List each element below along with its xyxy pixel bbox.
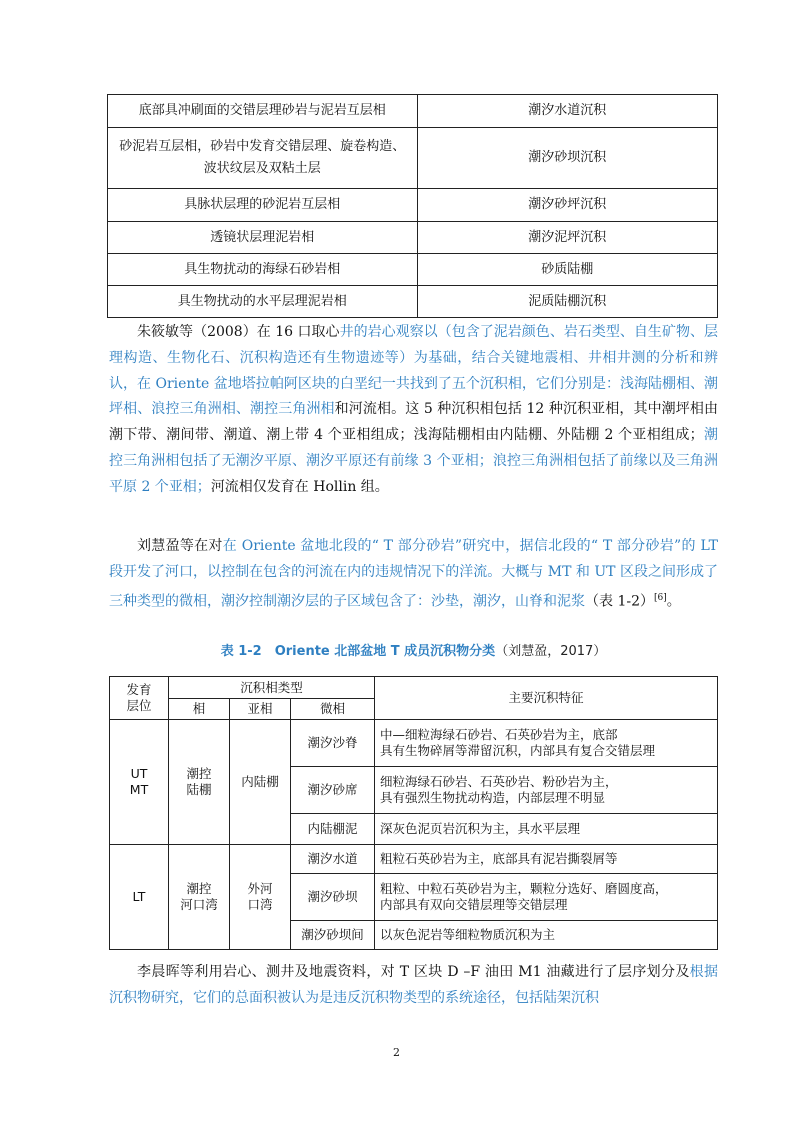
facies-text: 陆棚 bbox=[186, 782, 212, 797]
microfacies-cell: 潮汐砂坝间 bbox=[291, 921, 375, 950]
table-row bbox=[108, 222, 718, 254]
layer-cell bbox=[110, 720, 169, 845]
table-header-row bbox=[110, 677, 718, 699]
subfacies-text: 外河 bbox=[247, 881, 273, 896]
layer-text: MT bbox=[129, 782, 149, 797]
text-run-highlight: 潮控三角洲相包括了无潮汐平原、潮汐平原还有前缘 3 个亚相；浪控三角洲相包括了前缘以及三角洲平原 2 个亚相； bbox=[109, 427, 718, 495]
subfacies-text: 口湾 bbox=[247, 897, 273, 912]
table-row bbox=[108, 286, 718, 318]
feature-cell bbox=[375, 767, 718, 814]
citation-ref: [6] bbox=[654, 592, 667, 603]
text-run: 河流相仅发育在 Hollin 组。 bbox=[210, 478, 389, 495]
table-cell: 具生物扰动的水平层理泥岩相 bbox=[108, 286, 418, 318]
header-text: 发育 bbox=[126, 682, 152, 697]
table-cell: 透镜状层理泥岩相 bbox=[108, 222, 418, 254]
header-facies: 相 bbox=[169, 699, 230, 720]
paragraph-zhu bbox=[109, 320, 718, 501]
text-run: （表 1-2） bbox=[585, 593, 654, 610]
facies-text: 河口湾 bbox=[180, 897, 218, 912]
subfacies-cell: 内陆棚 bbox=[230, 720, 291, 845]
header-microfacies: 微相 bbox=[291, 699, 375, 720]
text-run-highlight: 根据沉积物研究，它们的总面积被认为是违反沉积物类型的系统途径，包括陆架沉积 bbox=[109, 964, 719, 1006]
facies-table-continued bbox=[107, 94, 718, 318]
feature-line: 粗粒、中粒石英砂岩为主，颗粒分选好、磨圆度高， bbox=[380, 881, 668, 896]
header-features: 主要沉积特征 bbox=[375, 677, 718, 720]
table-cell: 底部具冲刷面的交错层理砂岩与泥岩互层相 bbox=[108, 95, 418, 128]
text-run: 李晨晖等利用岩心、测井及地震资料，对 T 区块 D –F 油田 M1 油藏进行了层序划分及 bbox=[137, 964, 690, 980]
table-cell: 潮汐水道沉积 bbox=[417, 95, 718, 128]
cell-line: 砂泥岩互层相，砂岩中发育交错层理、旋卷构造、 bbox=[119, 139, 406, 154]
header-layer bbox=[110, 677, 169, 720]
facies-text: 潮控 bbox=[186, 766, 212, 781]
paragraph-li bbox=[109, 960, 718, 1012]
table-row bbox=[108, 189, 718, 222]
text-run: 朱筱敏等（2008）在 16 口取心 bbox=[137, 324, 340, 340]
feature-line: 内部具有双向交错层理等交错层理 bbox=[380, 897, 568, 912]
cell-line: 波状纹层及双粘土层 bbox=[203, 161, 321, 176]
text-run-highlight: 在 Oriente 盆地北段的“ T 部分砂岩”研究中，据信北段的“ T 部分砂岩”的 LT 段开发了河口，以控制在包含的河流在内的违规情况下的洋流。大概与 MT 和 UT 区段之间形成了三种类型的微相，潮汐控制潮汐层的子区域包含了：沙垫，潮汐，山脊和泥浆 bbox=[109, 538, 719, 610]
table-cell: 潮汐砂坝沉积 bbox=[417, 128, 718, 189]
table-cell bbox=[108, 128, 418, 189]
microfacies-cell: 内陆棚泥 bbox=[291, 814, 375, 845]
table-row bbox=[110, 720, 718, 767]
microfacies-cell: 潮汐水道 bbox=[291, 845, 375, 874]
t-member-classification-table bbox=[109, 676, 718, 950]
subfacies-cell bbox=[230, 845, 291, 950]
facies-cell bbox=[169, 845, 230, 950]
microfacies-cell: 潮汐砂席 bbox=[291, 767, 375, 814]
caption-citation: （刘慧盈，2017） bbox=[495, 644, 607, 659]
text-run-highlight: 井的岩心观察以（包含了泥岩颜色、岩石类型、自生矿物、层理构造、生物化石、沉积构造还有生物遗迹等）为基础，结合关键地震相、井相井测的分析和辨认，在 Oriente 盆地塔拉帕阿区块的白垩纪一共找到了五个沉积相，它们分别是：浅海陆棚相、潮坪相、浪控三角洲相、潮控三角洲相 bbox=[109, 324, 718, 418]
table-cell: 具脉状层理的砂泥岩互层相 bbox=[108, 189, 418, 222]
layer-cell: LT bbox=[110, 845, 169, 950]
table-row bbox=[108, 128, 718, 189]
feature-line: 具有生物碎屑等滞留沉积，内部具有复合交错层理 bbox=[380, 743, 656, 758]
text-run: 和河流相。这 5 种沉积相包括 12 种沉积亚相，其中潮坪相由潮下带、潮间带、潮道、潮上带 4 个亚相组成；浅海陆棚相由内陆棚、外陆棚 2 个亚相组成； bbox=[109, 401, 718, 444]
table-cell: 泥质陆棚沉积 bbox=[417, 286, 718, 318]
text-run: 。 bbox=[666, 593, 681, 610]
table-row bbox=[108, 95, 718, 128]
microfacies-cell: 潮汐砂坝 bbox=[291, 874, 375, 921]
paragraph-liu bbox=[109, 534, 718, 615]
header-facies-type: 沉积相类型 bbox=[169, 677, 375, 699]
facies-cell bbox=[169, 720, 230, 845]
table-row bbox=[108, 254, 718, 286]
table-cell: 潮汐砂坪沉积 bbox=[417, 189, 718, 222]
text-run: 刘慧盈等在对 bbox=[137, 538, 223, 554]
header-text: 层位 bbox=[126, 698, 152, 713]
table-row bbox=[110, 845, 718, 874]
microfacies-cell: 潮汐沙脊 bbox=[291, 720, 375, 767]
table-cell: 潮汐泥坪沉积 bbox=[417, 222, 718, 254]
feature-line: 细粒海绿石砂岩、石英砂岩、粉砂岩为主， bbox=[380, 774, 618, 789]
feature-cell bbox=[375, 720, 718, 767]
page-number: 2 bbox=[393, 1046, 400, 1059]
layer-text: UT bbox=[130, 766, 148, 781]
table-cell: 具生物扰动的海绿石砂岩相 bbox=[108, 254, 418, 286]
facies-text: 潮控 bbox=[186, 881, 212, 896]
feature-cell: 粗粒石英砂岩为主，底部具有泥岩撕裂屑等 bbox=[375, 845, 718, 874]
caption-title: 表 1-2 Oriente 北部盆地 T 成员沉积物分类 bbox=[220, 644, 496, 659]
table-caption bbox=[109, 642, 718, 662]
feature-cell: 深灰色泥页岩沉积为主，具水平层理 bbox=[375, 814, 718, 845]
table-cell: 砂质陆棚 bbox=[417, 254, 718, 286]
feature-line: 中—细粒海绿石砂岩、石英砂岩为主，底部 bbox=[380, 727, 618, 742]
header-subfacies: 亚相 bbox=[230, 699, 291, 720]
feature-cell bbox=[375, 874, 718, 921]
feature-line: 具有强烈生物扰动构造，内部层理不明显 bbox=[380, 790, 606, 805]
feature-cell: 以灰色泥岩等细粒物质沉积为主 bbox=[375, 921, 718, 950]
